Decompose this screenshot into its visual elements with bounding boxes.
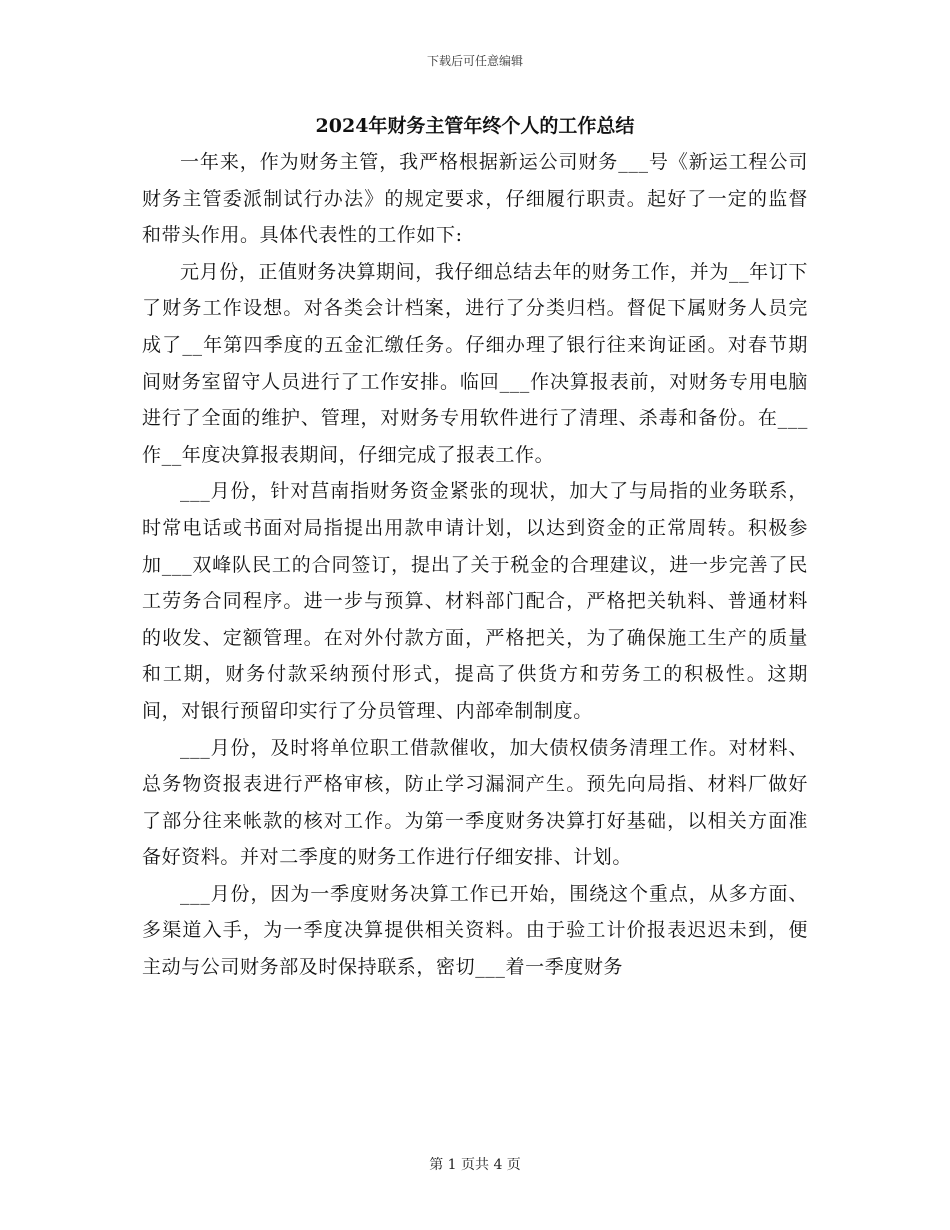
paragraph-january: 元月份，正值财务决算期间，我仔细总结去年的财务工作，并为__年订下了财务工作设想。对各类会计档案，进行了分类归档。督促下属财务人员完成了__年第四季度的五金汇缴任务。仔细办理了银行往来询证函。对春节期间财务室留守人员进行了工作安排。临回___作决算报表前，对财务专用电脑进行了全面的维护、管理，对财务专用软件进行了清理、杀毒和备份。在___作__年度决算报表期间，仔细完成了报表工作。	[142, 260, 808, 466]
document-body	[142, 144, 808, 986]
paragraph-month-4: ___月份，因为一季度财务决算工作已开始，围绕这个重点，从多方面、多渠道入手，为一季度决算提供相关资料。由于验工计价报表迟迟未到，便主动与公司财务部及时保持联系，密切___着一季度财务	[142, 882, 808, 979]
header-note: 下载后可任意编辑	[426, 54, 523, 68]
document-title: 2024年财务主管年终个人的工作总结	[315, 115, 635, 137]
paragraph-month-2: ___月份，针对莒南指财务资金紧张的现状，加大了与局指的业务联系，时常电话或书面对局指提出用款申请计划，以达到资金的正常周转。积极参加___双峰队民工的合同签订，提出了关于税金的合理建议，进一步完善了民工劳务合同程序。进一步与预算、材料部门配合，严格把关轨料、普通材料的收发、定额管理。在对外付款方面，严格把关，为了确保施工生产的质量和工期，财务付款采纳预付形式，提高了供货方和劳务工的积极性。这期间，对银行预留印实行了分员管理、内部牵制制度。	[142, 480, 808, 722]
paragraph-month-3: ___月份，及时将单位职工借款催收，加大债权债务清理工作。对材料、总务物资报表进行严格审核，防止学习漏洞产生。预先向局指、材料厂做好了部分往来帐款的核对工作。为第一季度财务决算打好基础，以相关方面准备好资料。并对二季度的财务工作进行仔细安排、计划。	[142, 736, 808, 869]
page-number: 第 1 页共 4 页	[429, 1157, 521, 1173]
paragraph-intro: 一年来，作为财务主管，我严格根据新运公司财务___号《新运工程公司财务主管委派制试行办法》的规定要求，仔细履行职责。起好了一定的监督和带头作用。具体代表性的工作如下:	[142, 151, 808, 247]
